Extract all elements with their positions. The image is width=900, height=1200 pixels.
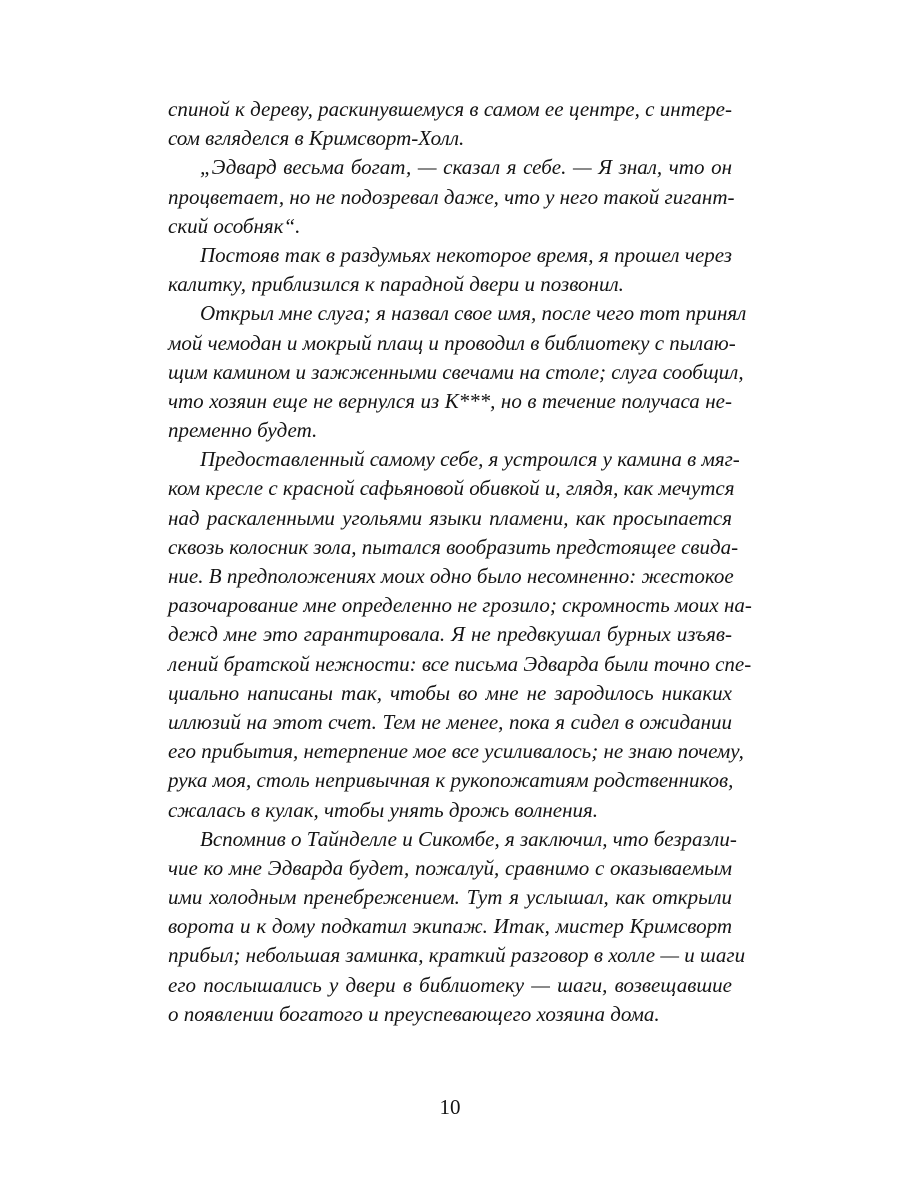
text-line: над раскаленными угольями языки пламени, как просыпается [168,505,732,530]
text-line: пременно будет. [168,418,318,443]
text-line: дежд мне это гарантировала. Я не предвкушал бурных изъяв- [168,622,732,647]
text-line: ворота и к дому подкатил экипаж. Итак, мистер Кримсворт [168,914,732,939]
paragraph [168,299,747,445]
text-line: Постояв так в раздумьях некоторое время, я прошел через [200,242,732,267]
paragraph [168,153,735,241]
paragraph [168,241,732,299]
text-line: ние. В предположениях моих одно было несомненно: жестокое [168,564,734,588]
text-line: его послышались у двери в библиотеку — шаги, возвещавшие [168,972,732,997]
text-line: Открыл мне слуга; я назвал свое имя, после чего тот принял [200,301,747,326]
text-line: циально написаны так, чтобы во мне не зародилось никаких [168,680,732,705]
text-line: ком кресле с красной сафьяновой обивкой и, глядя, как мечутся [168,476,735,501]
text-line: щим камином и зажженными свечами на столе; слуга сообщил, [168,359,744,384]
text-line: разочарование мне определенно не грозило; скромность моих на- [168,593,752,618]
text-line: сом вгляделся в Кримсворт-Холл. [168,126,465,151]
text-line: ими холодным пренебрежением. Тут я услышал, как открыли [168,885,732,910]
text-line: рука моя, столь непривычная к рукопожатиям родственников, [168,768,734,793]
text-line: калитку, приблизился к парадной двери и позвонил. [168,272,624,297]
text-line: прибыл; небольшая заминка, краткий разговор в холле — и шаги [168,943,746,968]
text-line: ский особняк“. [168,213,301,238]
text-line: Предоставленный самому себе, я устроился у камина в мяг- [200,447,740,472]
text-line: чие ко мне Эдварда будет, пожалуй, сравнимо с оказываемым [168,855,732,880]
text-line: мой чемодан и мокрый плащ и проводил в библиотеку с пылаю- [168,330,736,355]
body-text [168,95,752,1029]
text-line: что хозяин еще не вернулся из К***, но в течение получаса не- [168,388,732,413]
page-number: 10 [439,1095,461,1119]
text-line: его прибытия, нетерпение мое все усиливалось; не знаю почему, [168,739,744,764]
text-line: сквозь колосник зола, пытался вообразить предстоящее свида- [168,534,739,559]
text-line: о появлении богатого и преуспевающего хозяина дома. [168,1001,660,1026]
paragraph [168,95,732,153]
paragraph [168,445,752,824]
text-line: лений братской нежности: все письма Эдварда были точно спе- [168,651,752,676]
text-line: сжалась в кулак, чтобы унять дрожь волнения. [168,797,599,822]
text-line: Вспомнив о Тайнделле и Сикомбе, я заключил, что безразли- [200,826,737,851]
text-line: процветает, но не подозревал даже, что у него такой гигант- [168,184,735,209]
text-line: иллюзий на этот счет. Тем не менее, пока я сидел в ожидании [168,709,732,734]
text-line: „Эдвард весьма богат, — сказал я себе. — Я знал, что он [200,155,732,180]
paragraph [168,825,746,1029]
text-line: спиной к дереву, раскинувшемуся в самом ее центре, с интере- [168,97,732,121]
